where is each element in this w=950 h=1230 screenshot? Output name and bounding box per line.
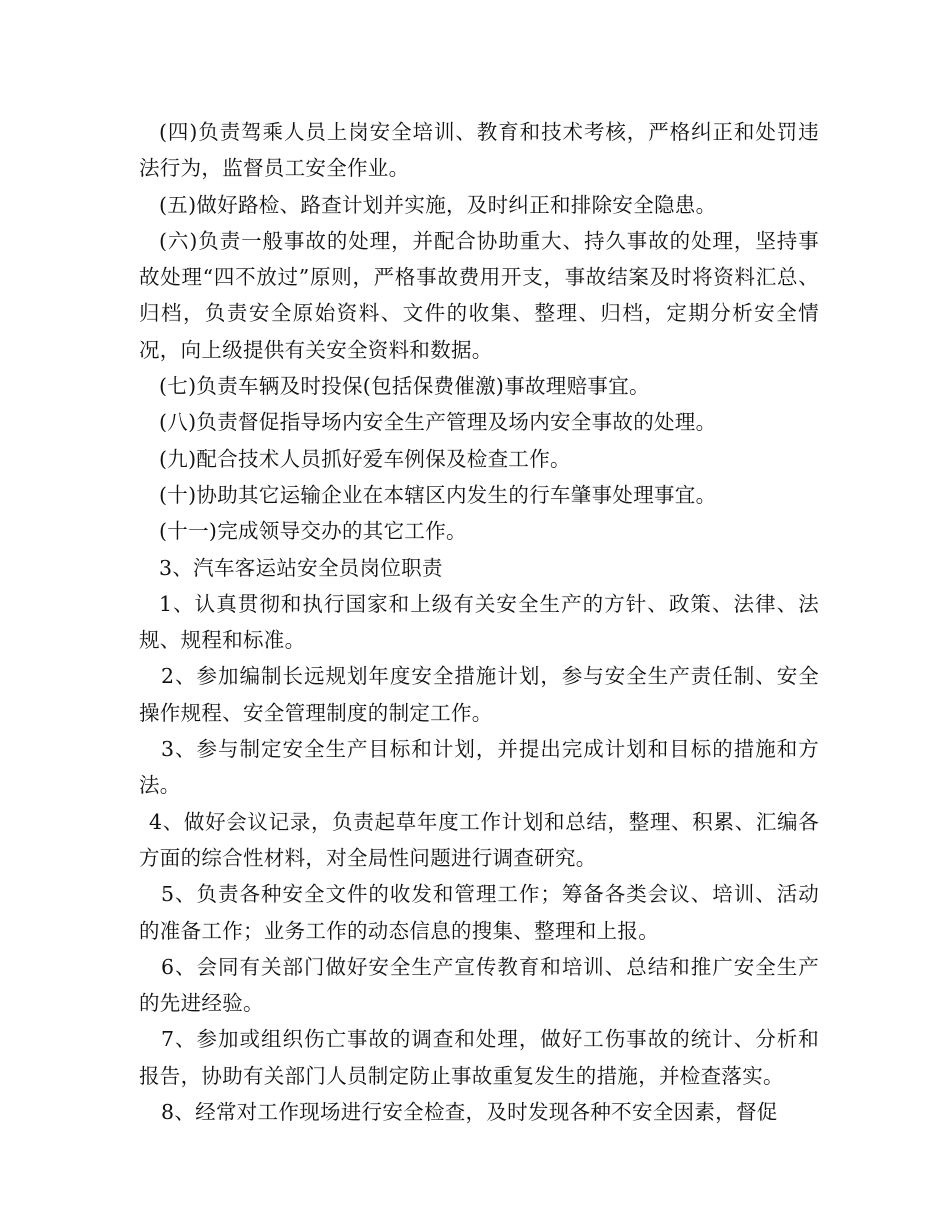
duty-item-1: 1、认真贯彻和执行国家和上级有关安全生产的方针、政策、法律、法规、规程和标准。	[139, 591, 819, 653]
duty-item-6: 6、会同有关部门做好安全生产宣传教育和培训、总结和推广安全生产的先进经验。	[139, 954, 819, 1016]
duty-item-4: 4、做好会议记录，负责起草年度工作计划和总结，整理、积累、汇编各方面的综合性材料，对全局性问题进行调查研究。	[139, 809, 819, 870]
paragraph-8: (八)负责督促指导场内安全生产管理及场内安全事故的处理。	[159, 410, 717, 435]
paragraph-6: (六)负责一般事故的处理，并配合协助重大、持久事故的处理，坚持事故处理“四不放过”原则，严格事故费用开支，事故结案及时将资料汇总、归档，负责安全原始资料、文件的收集、整理、归档，定期分析安全情况，向上级提供有关安全资料和数据。	[139, 228, 819, 362]
duty-item-3: 3、参与制定安全生产目标和计划，并提出完成计划和目标的措施和方法。	[139, 737, 819, 798]
paragraph-5: (五)做好路检、路查计划并实施，及时纠正和排除安全隐患。	[159, 192, 717, 217]
duty-item-2: 2、参加编制长远规划年度安全措施计划，参与安全生产责任制、安全操作规程、安全管理制度的制定工作。	[139, 664, 819, 725]
paragraph-11: (十一)完成领导交办的其它工作。	[159, 519, 467, 544]
paragraph-4: (四)负责驾乘人员上岗安全培训、教育和技术考核，严格纠正和处罚违法行为，监督员工安全作业。	[139, 120, 819, 181]
duty-item-5: 5、负责各种安全文件的收发和管理工作；筹备各类会议、培训、活动的准备工作；业务工作的动态信息的搜集、整理和上报。	[139, 882, 819, 943]
duty-item-7: 7、参加或组织伤亡事故的调查和处理，做好工伤事故的统计、分析和报告，协助有关部门人员制定防止事故重复发生的措施，并检查落实。	[139, 1027, 819, 1088]
document-body	[139, 114, 819, 1130]
paragraph-7: (七)负责车辆及时投保(包括保费催激)事故理赔事宜。	[159, 374, 650, 399]
paragraph-9: (九)配合技术人员抓好爱车例保及检查工作。	[159, 446, 571, 471]
paragraph-10: (十)协助其它运输企业在本辖区内发生的行车肇事处理事宜。	[159, 482, 717, 507]
duty-item-8: 8、经常对工作现场进行安全检查，及时发现各种不安全因素，督促	[161, 1100, 778, 1125]
section-heading: 3、汽车客运站安全员岗位职责	[159, 555, 443, 580]
